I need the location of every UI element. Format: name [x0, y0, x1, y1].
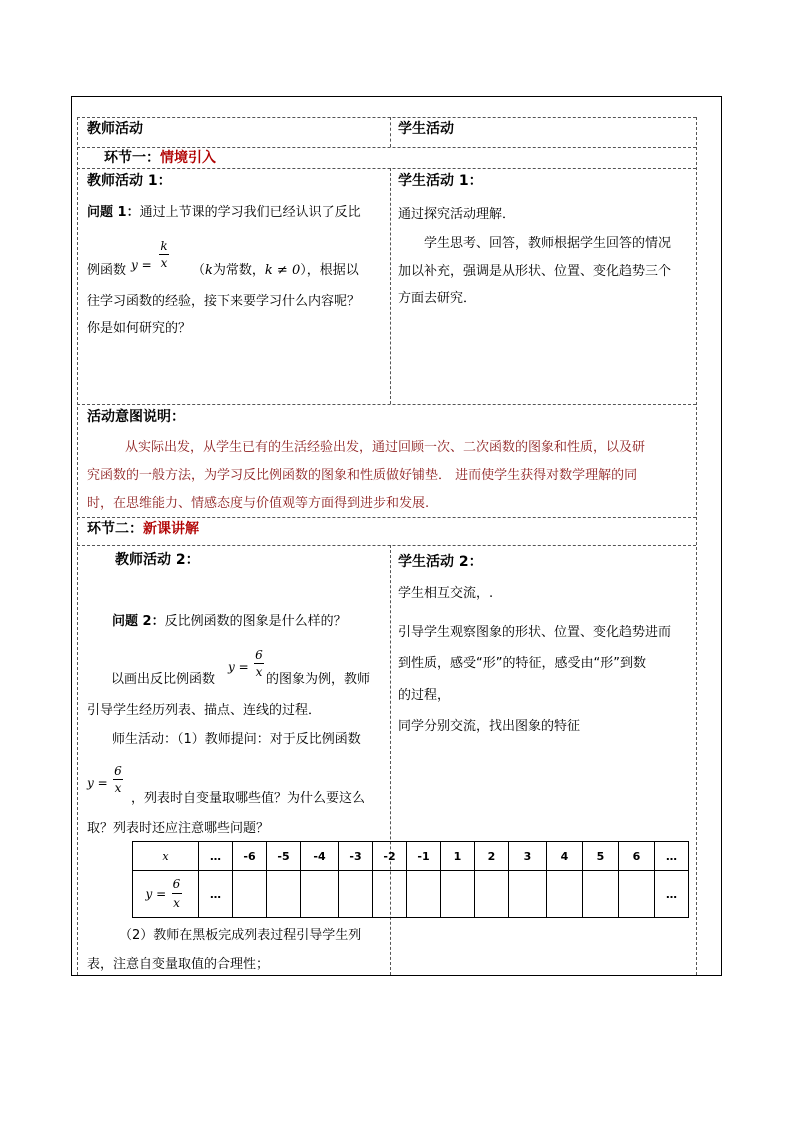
section2-title: 新课讲解 — [143, 521, 199, 537]
student-1-line2: 学生思考、回答，教师根据学生回答的情况 — [424, 236, 672, 251]
student-2-line2: 引导学生观察图象的形状、位置、变化趋势进而 — [398, 625, 672, 640]
table-cell-y — [339, 871, 373, 918]
table-cell-x: -2 — [373, 842, 407, 871]
divider — [77, 117, 78, 975]
table-header-y: y = 6 x — [133, 871, 199, 918]
teacher-column-header: 教师活动 — [87, 121, 143, 137]
student-1-line4: 方面去研究． — [398, 291, 477, 306]
table-cell-x: … — [655, 842, 689, 871]
table-cell-y — [441, 871, 475, 918]
intent-heading: 活动意图说明： — [87, 409, 185, 425]
table-row-y — [133, 871, 689, 918]
table-cell-x: -4 — [301, 842, 339, 871]
table-cell-y: … — [199, 871, 233, 918]
question-1-line2a: 例函数 — [87, 263, 127, 278]
table-cell-x: 3 — [509, 842, 547, 871]
student-2-line4: 的过程， — [398, 688, 451, 703]
question-1-line1: 问题 1：通过上节课的学习我们已经认识了反比 — [87, 205, 361, 220]
table-cell-x: 2 — [475, 842, 509, 871]
teacher-2-line-h: 表，注意自变量取值的合理性； — [87, 957, 270, 972]
table-row-x — [133, 842, 689, 871]
divider — [77, 147, 696, 148]
section1-title: 情境引入 — [160, 150, 216, 166]
student-1-line1: 通过探究活动理解． — [398, 207, 516, 222]
table-cell-x: -1 — [407, 842, 441, 871]
student-2-line5: 同学分别交流，找出图象的特征 — [398, 719, 581, 734]
table-cell-y — [619, 871, 655, 918]
table-cell-y — [407, 871, 441, 918]
teacher-2-line-b: 的图象为例，教师 — [266, 672, 371, 687]
table-cell-y — [373, 871, 407, 918]
teacher-2-line-c: 引导学生经历列表、描点、连线的过程． — [87, 703, 322, 718]
table-cell-x: -6 — [233, 842, 267, 871]
table-cell-x: 5 — [583, 842, 619, 871]
divider — [390, 168, 391, 404]
student-column-header: 学生活动 — [398, 121, 454, 137]
teacher-2-line-a: 以画出反比例函数 — [111, 672, 216, 687]
table-cell-y — [583, 871, 619, 918]
teacher-2-line-d: 师生活动：（1）教师提问：对于反比例函数 — [112, 732, 361, 747]
divider — [77, 404, 696, 405]
teacher-2-line-g: （2）教师在黑板完成列表过程引导学生列 — [119, 928, 362, 943]
teacher-activity-1-heading: 教师活动 1： — [87, 173, 172, 189]
teacher-activity-2-heading: 教师活动 2： — [115, 552, 200, 568]
divider — [77, 545, 696, 546]
question-2: 问题 2：反比例函数的图象是什么样的？ — [112, 614, 347, 629]
divider — [696, 117, 697, 975]
table-cell-y — [475, 871, 509, 918]
table-cell-x: 4 — [547, 842, 583, 871]
divider — [77, 168, 696, 169]
value-table — [132, 841, 689, 918]
question-1-line2b: （k为常数，k ≠ 0），根据以 — [192, 263, 359, 278]
table-cell-y — [233, 871, 267, 918]
student-2-line1: 学生相互交流，. — [398, 586, 494, 601]
teacher-2-line-f: 取？列表时还应注意哪些问题？ — [87, 821, 270, 836]
question-1-line4: 你是如何研究的？ — [87, 321, 192, 336]
divider — [390, 117, 391, 147]
student-1-line3: 加以补充，强调是从形状、位置、变化趋势三个 — [398, 264, 672, 279]
table-header-x: x — [133, 842, 199, 871]
divider — [77, 117, 696, 118]
section1-label: 环节一：情境引入 — [104, 150, 216, 166]
section2-label: 环节二：新课讲解 — [87, 521, 199, 537]
student-activity-1-heading: 学生活动 1： — [398, 173, 483, 189]
table-cell-x: -3 — [339, 842, 373, 871]
table-cell-y — [301, 871, 339, 918]
table-cell-y — [267, 871, 301, 918]
divider — [77, 517, 696, 518]
intent-line2: 究函数的一般方法，为学习反比例函数的图象和性质做好铺垫． 进而使学生获得对数学理解的同 — [87, 468, 638, 483]
table-cell-x: … — [199, 842, 233, 871]
table-cell-y: … — [655, 871, 689, 918]
table-cell-x: 6 — [619, 842, 655, 871]
table-cell-y — [509, 871, 547, 918]
student-activity-2-heading: 学生活动 2： — [398, 554, 483, 570]
table-cell-x: -5 — [267, 842, 301, 871]
teacher-2-line-e: ，列表时自变量取哪些值？为什么要这么 — [131, 791, 366, 806]
intent-line1: 从实际出发，从学生已有的生活经验出发，通过回顾一次、二次函数的图象和性质，以及研 — [125, 440, 646, 455]
intent-line3: 时，在思维能力、情感态度与价值观等方面得到进步和发展. — [87, 496, 430, 511]
question-1-line3: 往学习函数的经验，接下来要学习什么内容呢？ — [87, 294, 361, 309]
table-cell-x: 1 — [441, 842, 475, 871]
table-cell-y — [547, 871, 583, 918]
student-2-line3: 到性质，感受“形”的特征，感受由“形”到数 — [398, 656, 646, 671]
